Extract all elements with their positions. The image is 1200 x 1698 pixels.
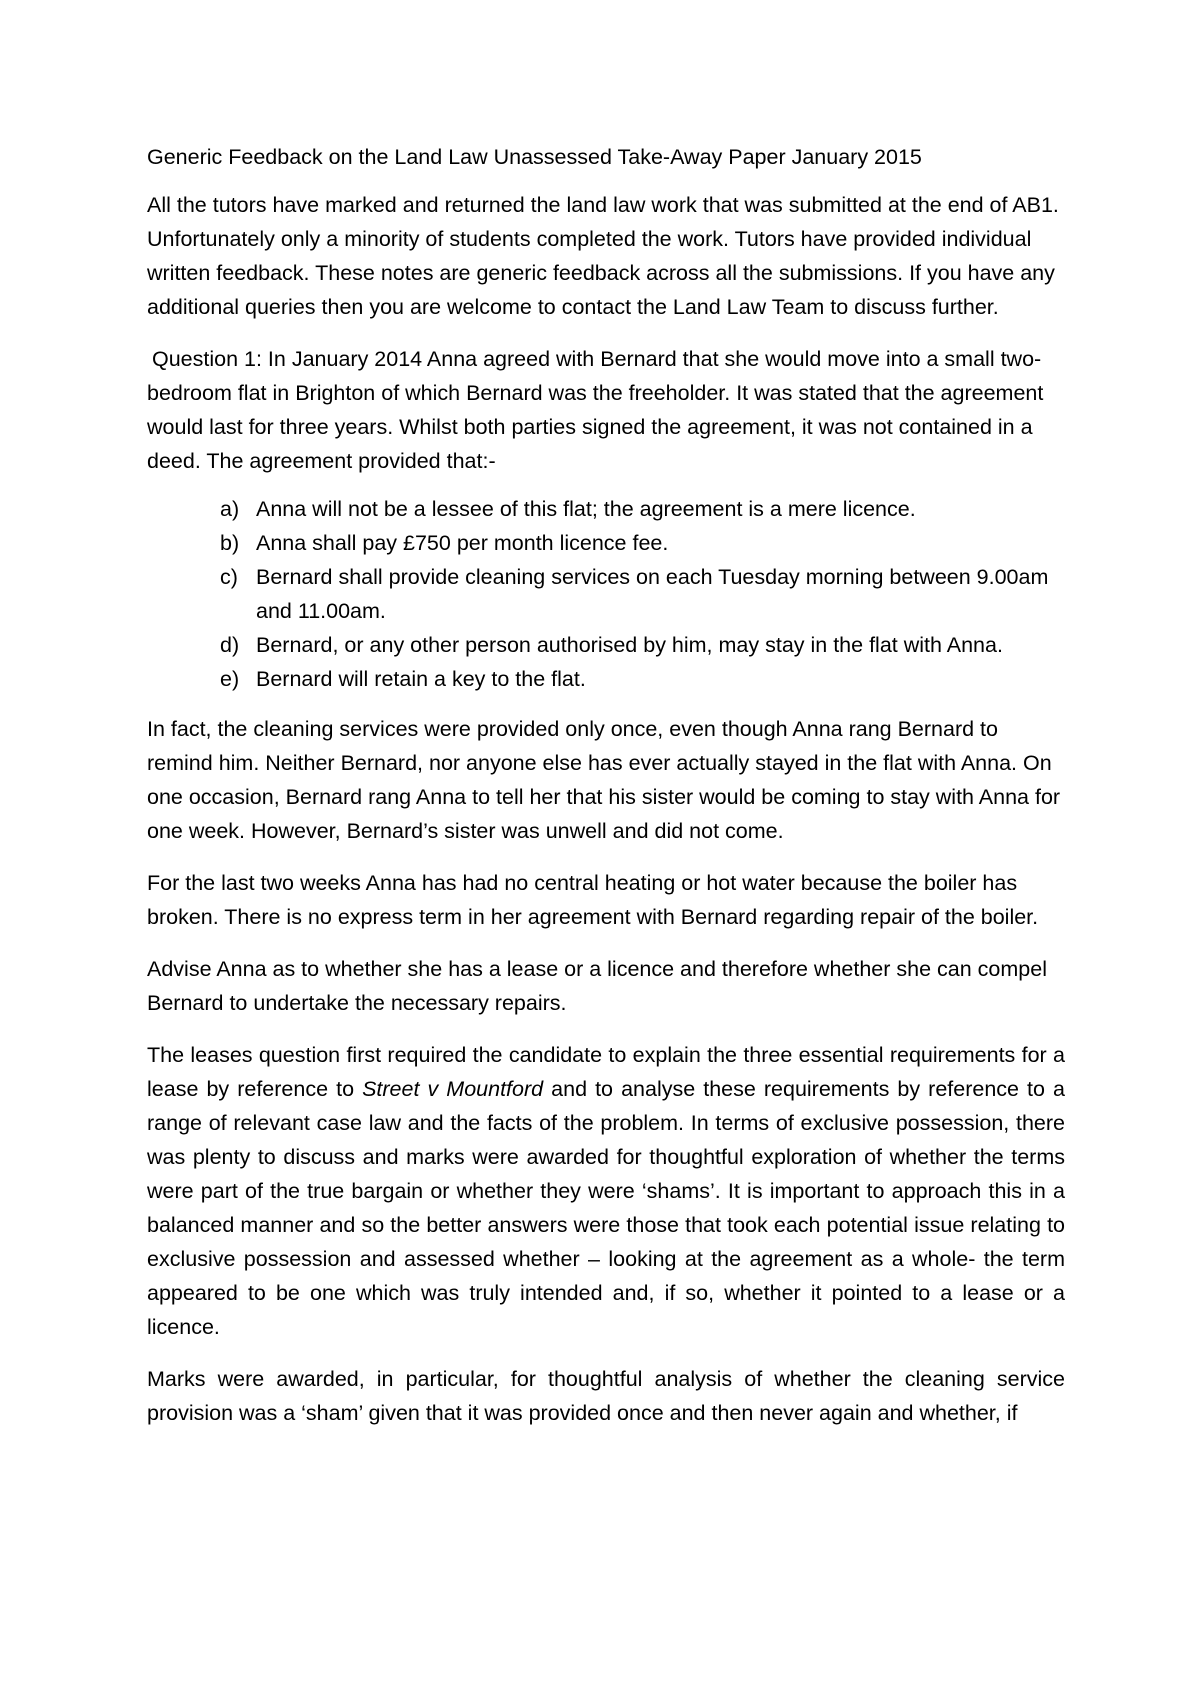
list-marker: b) <box>220 531 240 555</box>
list-item <box>147 628 1065 662</box>
list-item-text: Anna shall pay £750 per month licence fee. <box>256 531 669 555</box>
facts-paragraph-1: In fact, the cleaning services were provided only once, even though Anna rang Bernard to remind him. Neither Bernard, nor anyone else has ever actually stayed in the flat with Anna. On one occasion, Bernard rang Anna to tell her that his sister would be coming to stay with Anna for one week. However, Bernard’s sister was unwell and did not come. <box>147 717 1061 843</box>
advise-paragraph: Advise Anna as to whether she has a lease or a licence and therefore whether she can compel Bernard to undertake the necessary repairs. <box>147 957 1047 1015</box>
list-item-text: Bernard will retain a key to the flat. <box>256 667 586 691</box>
feedback-text-after: and to analyse these requirements by reference to a range of relevant case law and the facts of the problem. In terms of exclusive possession, there was plenty to discuss and marks were awarded for thoughtful exploration of whether the terms were part of the true bargain or whether they were ‘shams’. It is important to approach this in a balanced manner and so the better answers were those that took each potential issue relating to exclusive possession and assessed whether – looking at the agreement as a whole- the term appeared to be one which was truly intended and, if so, whether it pointed to a lease or a licence. <box>147 1077 1065 1339</box>
list-item-text: Anna will not be a lessee of this flat; the agreement is a mere licence. <box>256 497 916 521</box>
feedback-paragraph-2: Marks were awarded, in particular, for thoughtful analysis of whether the cleaning service provision was a ‘sham’ given that it was provided once and then never again and whether, if <box>147 1367 1065 1425</box>
intro-paragraph: All the tutors have marked and returned the land law work that was submitted at the end of AB1. Unfortunately only a minority of students completed the work. Tutors have provided individual written feedback. These notes are generic feedback across all the submissions. If you have any additional queries then you are welcome to contact the Land Law Team to discuss further. <box>147 193 1059 319</box>
feedback-paragraph-1 <box>147 1038 1065 1344</box>
list-item <box>147 662 1065 696</box>
facts-paragraph-2: For the last two weeks Anna has had no central heating or hot water because the boiler has broken. There is no express term in her agreement with Bernard regarding repair of the boiler. <box>147 871 1039 929</box>
list-item-text: Bernard, or any other person authorised by him, may stay in the flat with Anna. <box>256 633 1003 657</box>
list-item <box>147 526 1065 560</box>
question-paragraph: Question 1: In January 2014 Anna agreed with Bernard that she would move into a small two-bedroom flat in Brighton of which Bernard was the freeholder. It was stated that the agreement would last for three years. Whilst both parties signed the agreement, it was not contained in a deed. The agreement provided that:- <box>147 347 1044 473</box>
case-citation: Street v Mountford <box>362 1077 544 1101</box>
list-marker: e) <box>220 667 240 691</box>
list-item <box>147 560 1065 628</box>
feedback-text-before: The leases question first required the candidate to explain the three essential requirements for a lease by reference to <box>147 1043 1065 1101</box>
list-marker: a) <box>220 497 240 521</box>
document-page <box>147 140 1065 1448</box>
list-item-text: Bernard shall provide cleaning services on each Tuesday morning between 9.00am and 11.00am. <box>256 565 1049 623</box>
list-marker: c) <box>220 565 238 589</box>
list-marker: d) <box>220 633 240 657</box>
document-title: Generic Feedback on the Land Law Unassessed Take-Away Paper January 2015 <box>147 145 922 169</box>
agreement-terms-list <box>147 492 1065 696</box>
list-item <box>147 492 1065 526</box>
